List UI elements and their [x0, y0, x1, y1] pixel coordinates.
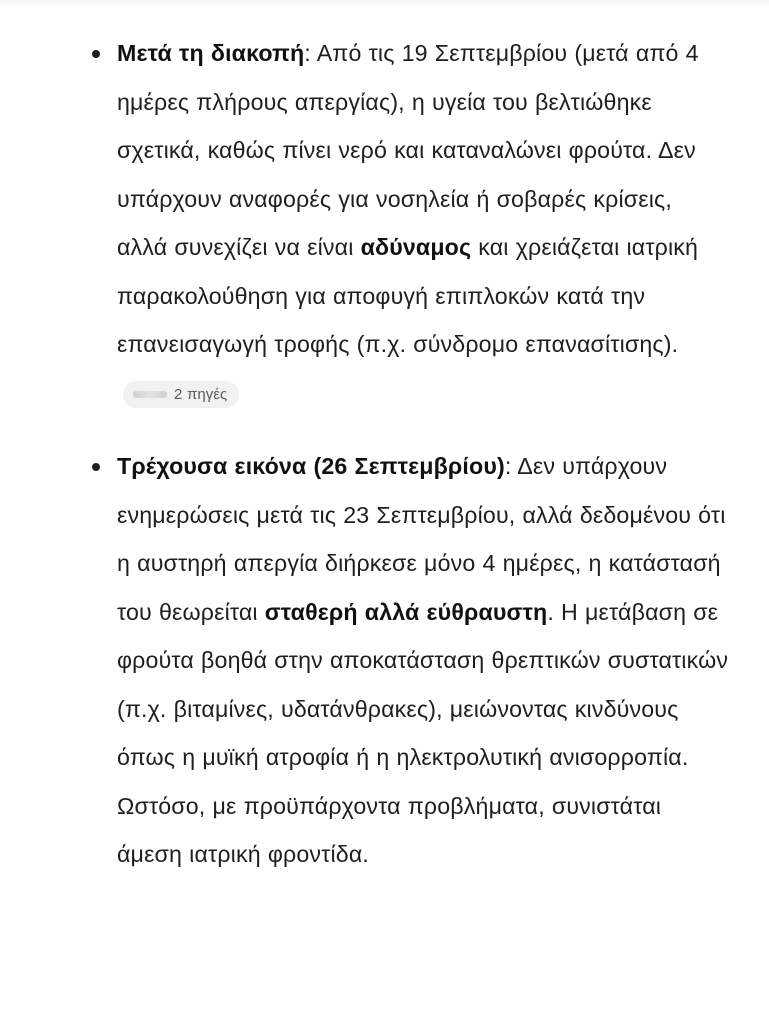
bullet-heading: Μετά τη διακοπή	[117, 40, 305, 66]
bullet-bold-text: σταθερή αλλά εύθραυστη	[264, 598, 548, 625]
bullet-item-current-picture	[0, 417, 769, 879]
source-favicons-icon	[133, 391, 167, 398]
bullet-dot-icon	[92, 50, 100, 58]
bullet-text: . Η μετάβαση σε φρούτα βοηθά στην αποκατάσταση θρεπτικών συστατικών (π.χ. βιταμίνες, υδατάνθρακες), μειώνοντας κινδύνους όπως η μυϊκή ατροφία ή η ηλεκτρολυτική ανισορροπία. Ωστόσο, με προϋπάρχοντα προβλήματα, συνιστάται άμεση ιατρική φροντίδα.	[117, 598, 729, 867]
bullet-bold-text: αδύναμος	[360, 234, 472, 260]
bullet-text: και χρειάζεται ιατρική παρακολούθηση για αποφυγή επιπλοκών κατά την επανεισαγωγή τροφής (π.χ. σύνδρομο επανασίτισης).	[117, 234, 699, 357]
bullet-item-after-interruption	[0, 0, 769, 417]
sources-chip[interactable]	[123, 381, 239, 408]
bullet-dot-icon	[92, 463, 100, 471]
bullet-text: Από τις 19 Σεπτεμβρίου (μετά από 4 ημέρες πλήρους απεργίας), η υγεία του βελτιώθηκε σχετικά, καθώς πίνει νερό και καταναλώνει φρούτα. Δεν υπάρχουν αναφορές για νοσηλεία ή σοβαρές κρίσεις, αλλά συνεχίζει να είναι	[117, 40, 699, 260]
heading-separator: :	[504, 453, 518, 479]
sources-chip-label: 2 πηγές	[174, 385, 228, 403]
bullet-heading: Τρέχουσα εικόνα (26 Σεπτεμβρίου)	[117, 453, 505, 479]
bullet-text: Δεν υπάρχουν ενημερώσεις μετά τις 23 Σεπτεμβρίου, αλλά δεδομένου ότι η αυστηρή απεργία διήρκεσε μόνο 4 ημέρες, η κατάστασή του θεωρείται	[117, 453, 726, 625]
heading-separator: :	[304, 40, 317, 66]
